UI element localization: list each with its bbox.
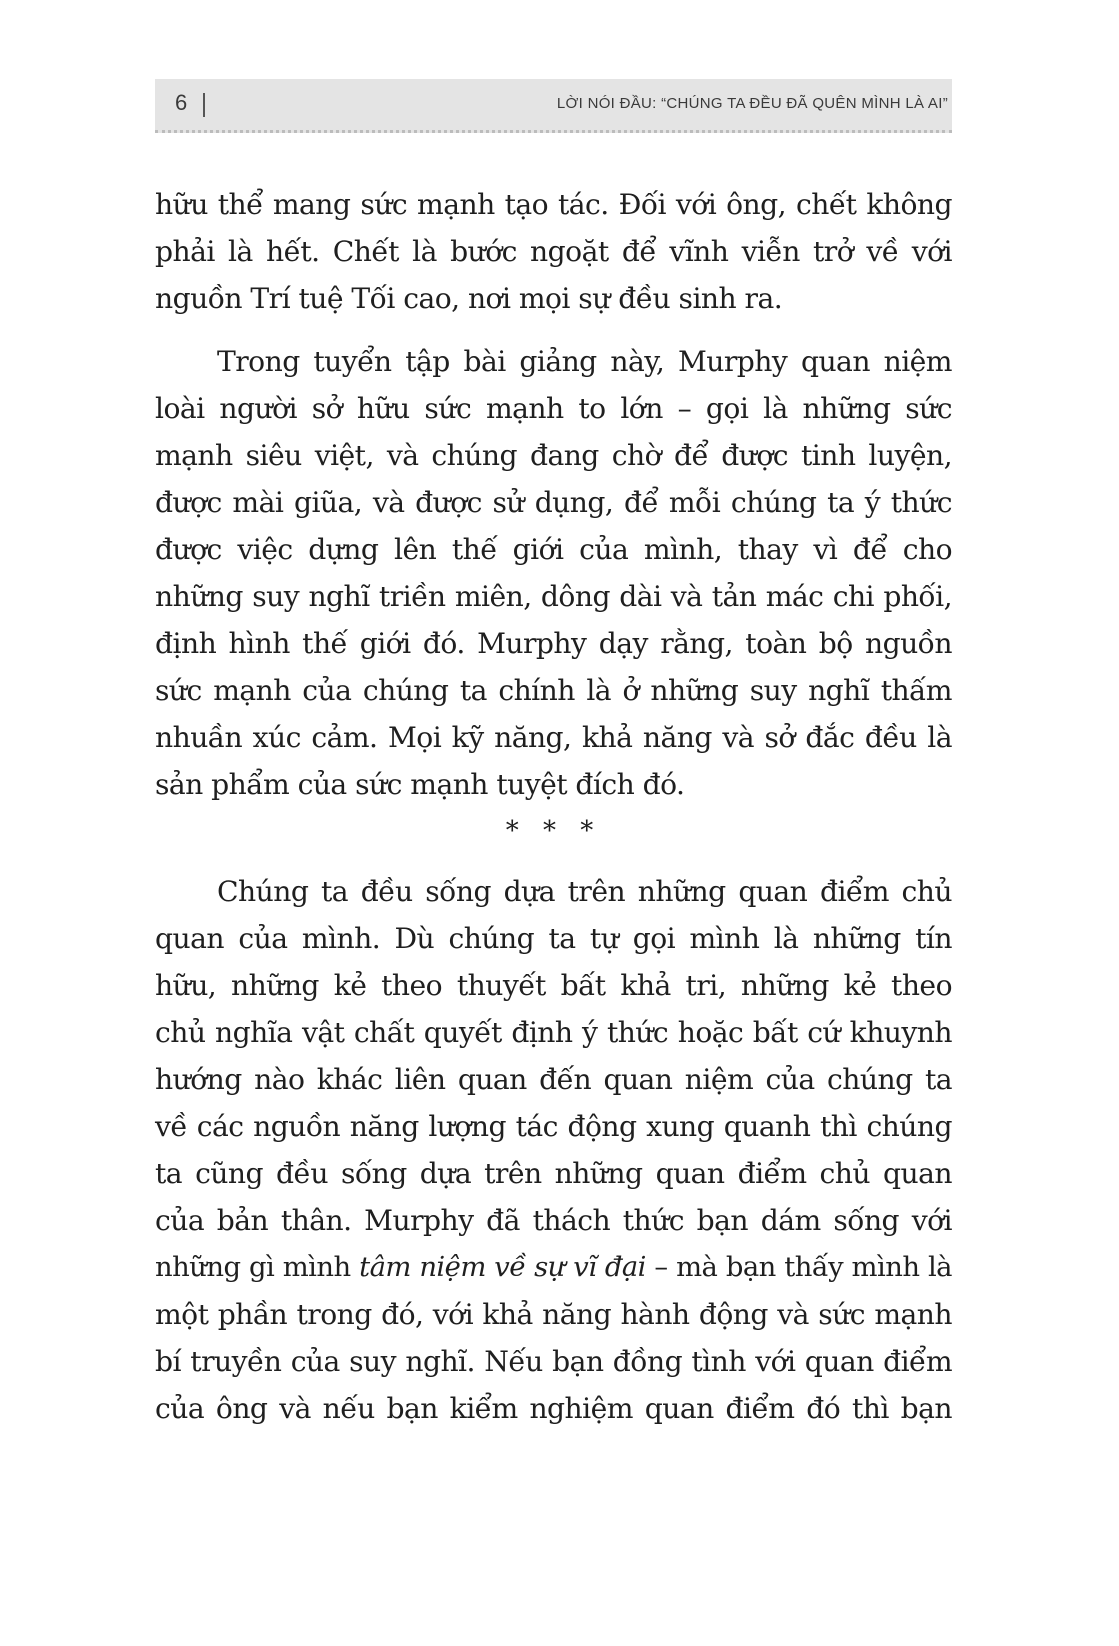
text-line: phải là hết. Chết là bước ngoặt để vĩnh viễn trở về với <box>155 235 952 268</box>
body-text <box>155 181 952 1432</box>
italic-phrase: tâm niệm về sự vĩ đại <box>359 1252 646 1283</box>
text-line: hướng nào khác liên quan đến quan niệm của chúng ta <box>155 1063 952 1096</box>
paragraph-3 <box>155 868 952 1432</box>
text-line: chủ nghĩa vật chất quyết định ý thức hoặc bất cứ khuynh <box>155 1016 952 1049</box>
paragraph-1 <box>155 181 952 322</box>
text-segment: – mà bạn thấy mình là <box>645 1252 952 1283</box>
header-divider <box>203 93 205 117</box>
text-line: bí truyền của suy nghĩ. Nếu bạn đồng tình với quan điểm <box>155 1345 952 1378</box>
text-segment: những gì mình <box>155 1252 360 1283</box>
text-line: định hình thế giới đó. Murphy dạy rằng, toàn bộ nguồn <box>155 627 952 660</box>
text-line: của ông và nếu bạn kiểm nghiệm quan điểm đó thì bạn <box>155 1392 952 1425</box>
text-line: nguồn Trí tuệ Tối cao, nơi mọi sự đều sinh ra. <box>155 282 783 315</box>
running-header <box>155 79 952 133</box>
text-line-with-italic <box>155 1244 952 1291</box>
running-title: LỜI NÓI ĐẦU: “CHÚNG TA ĐỀU ĐÃ QUÊN MÌNH LÀ AI” <box>556 95 948 112</box>
text-line: loài người sở hữu sức mạnh to lớn – gọi là những sức <box>155 392 952 425</box>
text-line: về các nguồn năng lượng tác động xung quanh thì chúng <box>155 1110 952 1143</box>
text-line: được việc dựng lên thế giới của mình, thay vì để cho <box>155 533 952 566</box>
text-line: Trong tuyển tập bài giảng này, Murphy quan niệm <box>217 345 952 378</box>
text-line: ta cũng đều sống dựa trên những quan điểm chủ quan <box>155 1157 952 1190</box>
text-line: sản phẩm của sức mạnh tuyệt đích đó. <box>155 768 685 801</box>
text-line: của bản thân. Murphy đã thách thức bạn dám sống với <box>155 1204 952 1237</box>
text-line: hữu thể mang sức mạnh tạo tác. Đối với ông, chết không <box>155 188 952 221</box>
section-break: * * * <box>505 816 602 846</box>
text-line: Chúng ta đều sống dựa trên những quan điểm chủ <box>217 875 952 908</box>
text-line: hữu, những kẻ theo thuyết bất khả tri, những kẻ theo <box>155 969 952 1002</box>
text-line: nhuần xúc cảm. Mọi kỹ năng, khả năng và sở đắc đều là <box>155 721 952 754</box>
page-number: 6 <box>175 90 188 115</box>
paragraph-2 <box>155 338 952 808</box>
text-line: được mài giũa, và được sử dụng, để mỗi chúng ta ý thức <box>155 486 952 519</box>
text-line: một phần trong đó, với khả năng hành động và sức mạnh <box>155 1298 952 1331</box>
text-line: mạnh siêu việt, và chúng đang chờ để được tinh luyện, <box>155 439 952 472</box>
text-line: những suy nghĩ triền miên, dông dài và tản mác chi phối, <box>155 580 952 613</box>
text-line: quan của mình. Dù chúng ta tự gọi mình là những tín <box>155 922 952 955</box>
text-line: sức mạnh của chúng ta chính là ở những suy nghĩ thấm <box>155 674 952 707</box>
